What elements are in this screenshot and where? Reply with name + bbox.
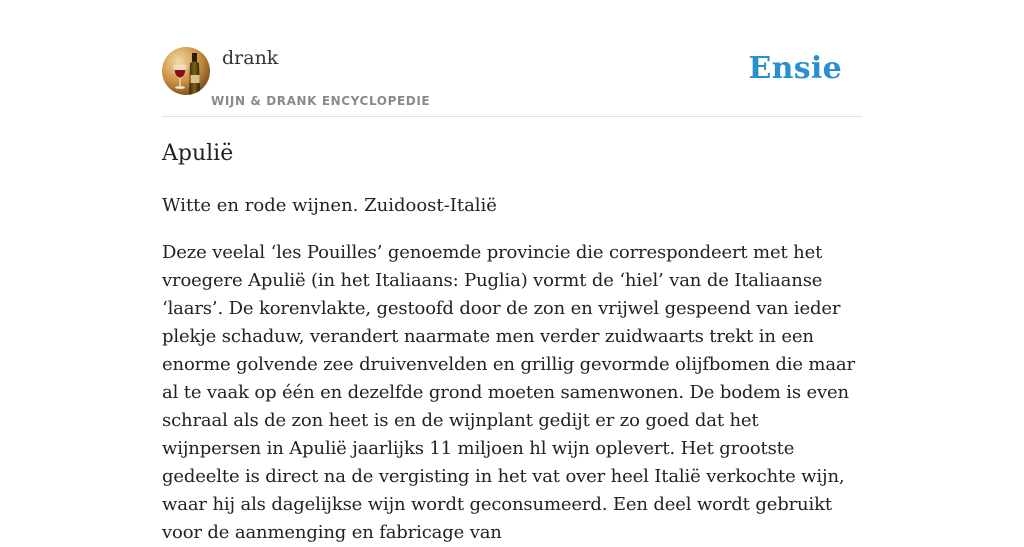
article-title: Apulië	[162, 141, 234, 166]
article-body: Deze veelal ‘les Pouilles’ genoemde provincie die correspondeert met het vroegere Apulië (in het Italiaans: Puglia) vormt de ‘hiel’ van de Italiaanse ‘laars’. De korenvlakte, gestoofd door de zon en vrijwel gespeend van ieder plekje schaduw, verandert naarmate men verder zuidwaarts trekt in een enorme golvende zee druivenvelden en grillig gevormde olijfbomen die maar al te vaak op één en dezelfde grond moeten samenwonen. De bodem is even schraal als de zon heet is en de wijnplant gedijt er zo goed dat het wijnpersen in Apulië jaarlijks 11 miljoen hl wijn oplevert. Het grootste gedeelte is direct na de vergisting in het vat over heel Italië verkochte wijn, waar hij als dagelijkse wijn wordt geconsumeerd. Een deel wordt gebruikt voor de aanmenging en fabricage van	[162, 242, 855, 543]
wine-bottle-glass-icon	[162, 47, 210, 95]
page-container	[162, 0, 862, 543]
site-logo[interactable]: Ensie	[748, 51, 842, 86]
encyclopedia-subtitle: WIJN & DRANK ENCYCLOPEDIE	[211, 94, 431, 108]
site-header	[162, 0, 862, 117]
article-lead: Witte en rode wijnen. Zuidoost-Italië	[162, 195, 497, 216]
category-link[interactable]: drank	[222, 47, 279, 69]
category-avatar[interactable]	[162, 47, 210, 95]
